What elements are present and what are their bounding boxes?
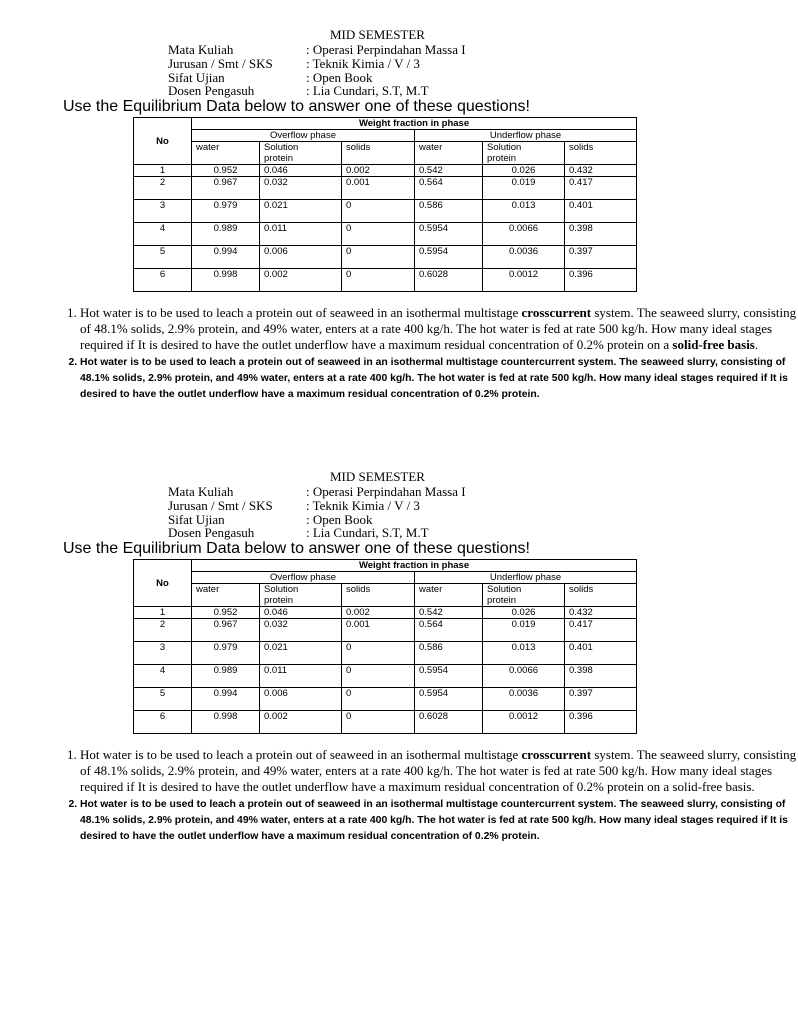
info-value: : Lia Cundari, S.T, M.T xyxy=(306,83,429,98)
cell: 0.397 xyxy=(565,688,637,711)
cell: 0.002 xyxy=(342,607,415,619)
cell: 0.542 xyxy=(415,607,483,619)
cell: 0 xyxy=(342,200,415,223)
question-crosscurrent: 1. Hot water is to be used to leach a protein out of seaweed in an isothermal multistage crosscurrent system. The seaweed slurry, consisting of 48.1% solids, 2.9% protein, and 49% water, enters at a rate 400 kg/h. The hot water is fed at rate 500 kg/h. How many ideal stages required if It is desired to have the outlet underflow have a maximum residual concentration of 0.2% protein on a solid-free basis. xyxy=(80,747,798,795)
table-row xyxy=(134,607,637,619)
info-row-lecturer xyxy=(168,84,429,98)
cell: 3 xyxy=(134,642,192,665)
col-solution-protein-header: Solution protein xyxy=(260,584,342,607)
cell: 0 xyxy=(342,223,415,246)
cell: 0.001 xyxy=(342,619,415,642)
cell: 0.5954 xyxy=(415,665,483,688)
info-value: : Teknik Kimia / V / 3 xyxy=(306,498,420,513)
cell: 4 xyxy=(134,665,192,688)
cell: 0 xyxy=(342,688,415,711)
table-row xyxy=(134,165,637,177)
info-value: : Teknik Kimia / V / 3 xyxy=(306,56,420,71)
cell: 0.586 xyxy=(415,642,483,665)
info-value: : Lia Cundari, S.T, M.T xyxy=(306,525,429,540)
info-label: Jurusan / Smt / SKS xyxy=(168,56,273,71)
cell: 0.021 xyxy=(260,642,342,665)
cell: 0.994 xyxy=(192,246,260,269)
cell: 0.026 xyxy=(483,165,565,177)
cell: 0.542 xyxy=(415,165,483,177)
cell: 6 xyxy=(134,711,192,734)
cell: 0.006 xyxy=(260,246,342,269)
cell: 0.564 xyxy=(415,619,483,642)
cell: 3 xyxy=(134,200,192,223)
info-value: : Operasi Perpindahan Massa I xyxy=(306,484,466,499)
cell: 0.0036 xyxy=(483,246,565,269)
cell: 0.397 xyxy=(565,246,637,269)
col-water-header: water xyxy=(192,584,260,607)
table-row xyxy=(134,642,637,665)
cell: 0.6028 xyxy=(415,269,483,292)
cell: 0.396 xyxy=(565,711,637,734)
exam-sheet-2 xyxy=(0,442,797,882)
cell: 0.417 xyxy=(565,177,637,200)
table-row xyxy=(134,711,637,734)
exam-sheet-1 xyxy=(0,0,797,440)
cell: 4 xyxy=(134,223,192,246)
table-row xyxy=(134,619,637,642)
cell: 0.032 xyxy=(260,177,342,200)
info-row-course xyxy=(168,43,466,57)
info-row-course xyxy=(168,485,466,499)
cell: 2 xyxy=(134,177,192,200)
info-value: : Open Book xyxy=(306,70,373,85)
cell: 0.0036 xyxy=(483,688,565,711)
cell: 0.046 xyxy=(260,165,342,177)
overflow-phase-header: Overflow phase xyxy=(192,572,415,584)
underflow-phase-header: Underflow phase xyxy=(415,572,637,584)
cell: 0.998 xyxy=(192,711,260,734)
cell: 0.5954 xyxy=(415,223,483,246)
info-label: Jurusan / Smt / SKS xyxy=(168,498,273,513)
info-label: Sifat Ujian xyxy=(168,512,225,527)
weight-fraction-header: Weight fraction in phase xyxy=(192,118,637,130)
question-crosscurrent: 1. Hot water is to be used to leach a protein out of seaweed in an isothermal multistage crosscurrent system. The seaweed slurry, consisting of 48.1% solids, 2.9% protein, and 49% water, enters at a rate 400 kg/h. The hot water is fed at rate 500 kg/h. How many ideal stages required if It is desired to have the outlet underflow have a maximum residual concentration of 0.2% protein on a solid-free basis. xyxy=(80,305,798,353)
cell: 0.026 xyxy=(483,607,565,619)
info-label: Sifat Ujian xyxy=(168,70,225,85)
instruction: Use the Equilibrium Data below to answer one of these questions! xyxy=(63,98,530,115)
cell: 5 xyxy=(134,246,192,269)
cell: 0.011 xyxy=(260,665,342,688)
cell: 0.002 xyxy=(260,711,342,734)
cell: 0.989 xyxy=(192,223,260,246)
cell: 0.002 xyxy=(342,165,415,177)
cell: 0.019 xyxy=(483,177,565,200)
cell: 0.006 xyxy=(260,688,342,711)
cell: 0.6028 xyxy=(415,711,483,734)
cell: 0.5954 xyxy=(415,688,483,711)
exam-title: MID SEMESTER xyxy=(330,27,425,42)
cell: 0.952 xyxy=(192,165,260,177)
cell: 0.398 xyxy=(565,665,637,688)
cell: 0.417 xyxy=(565,619,637,642)
col-solution-protein-header: Solution protein xyxy=(260,142,342,165)
table-row xyxy=(134,269,637,292)
cell: 0.001 xyxy=(342,177,415,200)
table-row xyxy=(134,200,637,223)
weight-fraction-header: Weight fraction in phase xyxy=(192,560,637,572)
equilibrium-table xyxy=(133,559,637,734)
info-row-department xyxy=(168,57,420,71)
cell: 0.046 xyxy=(260,607,342,619)
cell: 0.952 xyxy=(192,607,260,619)
info-value: : Open Book xyxy=(306,512,373,527)
cell: 0.396 xyxy=(565,269,637,292)
question-list xyxy=(20,747,798,845)
col-water-header: water xyxy=(415,142,483,165)
col-solids-header: solids xyxy=(565,142,637,165)
info-value: : Operasi Perpindahan Massa I xyxy=(306,42,466,57)
cell: 0.998 xyxy=(192,269,260,292)
info-label: Dosen Pengasuh xyxy=(168,525,255,540)
cell: 0.979 xyxy=(192,200,260,223)
cell: 0 xyxy=(342,642,415,665)
cell: 0 xyxy=(342,711,415,734)
cell: 0.0012 xyxy=(483,711,565,734)
instruction: Use the Equilibrium Data below to answer one of these questions! xyxy=(63,540,530,557)
info-label: Mata Kuliah xyxy=(168,42,234,57)
cell: 5 xyxy=(134,688,192,711)
info-row-lecturer xyxy=(168,526,429,540)
cell: 1 xyxy=(134,607,192,619)
equilibrium-table xyxy=(133,117,637,292)
underflow-phase-header: Underflow phase xyxy=(415,130,637,142)
cell: 0.564 xyxy=(415,177,483,200)
table-row xyxy=(134,223,637,246)
col-solids-header: solids xyxy=(565,584,637,607)
cell: 0.994 xyxy=(192,688,260,711)
cell: 0.586 xyxy=(415,200,483,223)
col-no-header: No xyxy=(134,118,192,165)
cell: 0.432 xyxy=(565,607,637,619)
cell: 0.021 xyxy=(260,200,342,223)
cell: 0.989 xyxy=(192,665,260,688)
question-countercurrent: 2. Hot water is to be used to leach a protein out of seaweed in an isothermal multistage countercurrent system. The seaweed slurry, consisting of 48.1% solids, 2.9% protein, and 49% water, enters at a rate 400 kg/h. The hot water is fed at rate 500 kg/h. How many ideal stages required if It is desired to have the outlet underflow have a maximum residual concentration of 0.2% protein. xyxy=(80,355,798,403)
col-solution-protein-header: Solution protein xyxy=(483,584,565,607)
table-row xyxy=(134,177,637,200)
col-water-header: water xyxy=(415,584,483,607)
cell: 0 xyxy=(342,246,415,269)
overflow-phase-header: Overflow phase xyxy=(192,130,415,142)
col-solution-protein-header: Solution protein xyxy=(483,142,565,165)
cell: 0.002 xyxy=(260,269,342,292)
info-label: Mata Kuliah xyxy=(168,484,234,499)
question-countercurrent: 2. Hot water is to be used to leach a protein out of seaweed in an isothermal multistage countercurrent system. The seaweed slurry, consisting of 48.1% solids, 2.9% protein, and 49% water, enters at a rate 400 kg/h. The hot water is fed at rate 500 kg/h. How many ideal stages required if It is desired to have the outlet underflow have a maximum residual concentration of 0.2% protein. xyxy=(80,797,798,845)
table-row xyxy=(134,688,637,711)
cell: 0.013 xyxy=(483,642,565,665)
col-water-header: water xyxy=(192,142,260,165)
table-row xyxy=(134,246,637,269)
cell: 0.0066 xyxy=(483,665,565,688)
info-row-department xyxy=(168,499,420,513)
cell: 0.401 xyxy=(565,642,637,665)
table-row xyxy=(134,665,637,688)
cell: 0.013 xyxy=(483,200,565,223)
col-solids-header: solids xyxy=(342,142,415,165)
cell: 0.967 xyxy=(192,177,260,200)
cell: 0.0012 xyxy=(483,269,565,292)
cell: 0.011 xyxy=(260,223,342,246)
cell: 0.398 xyxy=(565,223,637,246)
cell: 6 xyxy=(134,269,192,292)
question-list xyxy=(20,305,798,403)
cell: 1 xyxy=(134,165,192,177)
cell: 0.967 xyxy=(192,619,260,642)
cell: 0.5954 xyxy=(415,246,483,269)
exam-title: MID SEMESTER xyxy=(330,469,425,484)
cell: 0.0066 xyxy=(483,223,565,246)
cell: 0 xyxy=(342,665,415,688)
cell: 0.032 xyxy=(260,619,342,642)
cell: 0 xyxy=(342,269,415,292)
cell: 0.019 xyxy=(483,619,565,642)
cell: 0.432 xyxy=(565,165,637,177)
cell: 0.979 xyxy=(192,642,260,665)
col-solids-header: solids xyxy=(342,584,415,607)
cell: 2 xyxy=(134,619,192,642)
col-no-header: No xyxy=(134,560,192,607)
cell: 0.401 xyxy=(565,200,637,223)
info-label: Dosen Pengasuh xyxy=(168,83,255,98)
